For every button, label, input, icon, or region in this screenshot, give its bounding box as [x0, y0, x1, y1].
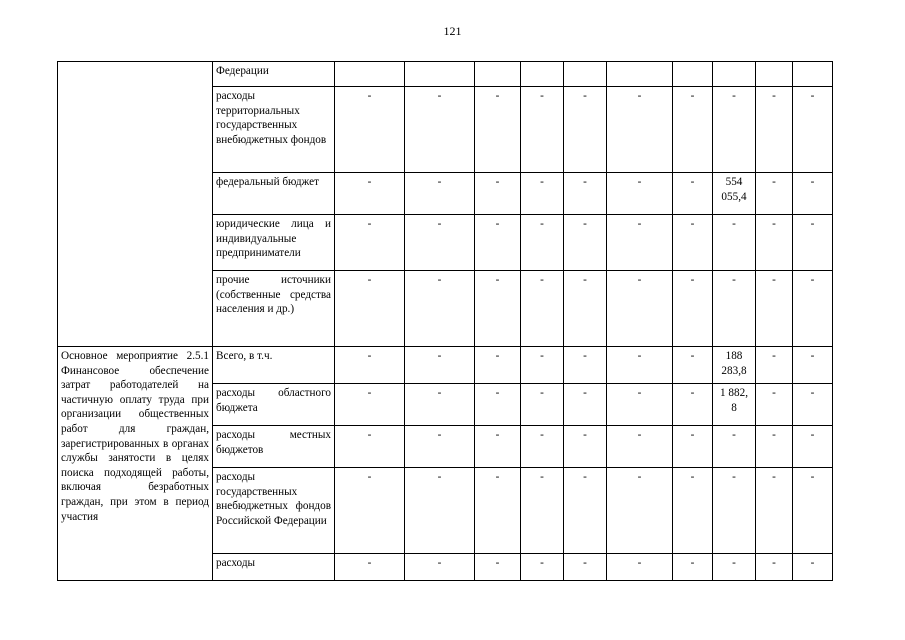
budget-table [57, 61, 833, 581]
value-cell [713, 62, 756, 87]
value-cell: - [521, 554, 564, 581]
value-cell [673, 62, 713, 87]
value-cell [335, 62, 405, 87]
value-cell: - [521, 347, 564, 384]
value-cell: - [521, 468, 564, 554]
value-cell [607, 62, 673, 87]
value-cell: - [335, 271, 405, 347]
value-cell: - [793, 554, 833, 581]
value-cell: - [607, 554, 673, 581]
value-cell: - [793, 384, 833, 426]
funding-source-label: расходы территориальных государственных внебюджетных фондов [213, 87, 335, 173]
value-cell: - [793, 426, 833, 468]
value-cell [521, 62, 564, 87]
value-cell: - [564, 384, 607, 426]
value-cell: - [607, 426, 673, 468]
value-cell: - [673, 87, 713, 173]
value-cell: - [756, 347, 793, 384]
value-cell: - [405, 554, 475, 581]
value-cell: - [673, 215, 713, 271]
value-cell: - [756, 271, 793, 347]
value-cell: - [335, 426, 405, 468]
value-cell [405, 62, 475, 87]
value-cell: - [793, 347, 833, 384]
value-cell: - [756, 87, 793, 173]
value-cell: - [475, 347, 521, 384]
value-cell: - [475, 271, 521, 347]
value-cell: - [564, 468, 607, 554]
value-cell: - [756, 468, 793, 554]
value-cell: - [564, 347, 607, 384]
value-cell: - [405, 271, 475, 347]
table-row [58, 347, 833, 384]
page-number: 121 [443, 24, 462, 38]
value-cell: - [475, 215, 521, 271]
value-cell: - [607, 215, 673, 271]
value-cell: - [335, 347, 405, 384]
value-cell: - [713, 554, 756, 581]
value-cell: - [713, 468, 756, 554]
value-cell: - [475, 554, 521, 581]
funding-source-label: расходы государственных внебюджетных фондов Российской Федерации [213, 468, 335, 554]
value-cell: - [405, 347, 475, 384]
value-cell: - [793, 173, 833, 215]
value-cell: - [335, 87, 405, 173]
value-cell: - [564, 554, 607, 581]
value-cell: - [673, 426, 713, 468]
value-cell [475, 62, 521, 87]
value-cell: - [475, 87, 521, 173]
value-cell: - [607, 468, 673, 554]
value-cell: - [475, 426, 521, 468]
value-cell: - [607, 173, 673, 215]
value-cell: - [607, 347, 673, 384]
value-cell: - [713, 426, 756, 468]
value-cell: - [335, 173, 405, 215]
measure-description: Основное мероприятие 2.5.1 Финансовое обеспечение затрат работодателей на частичную оплату труда при организации общественных работ для граждан, зарегистрированных в органах службы занятости в целях поиска подходящей работы, включая безработных граждан, при этом в период участия [58, 347, 213, 581]
funding-source-label: расходы областного бюджета [213, 384, 335, 426]
value-cell: - [564, 87, 607, 173]
value-cell: - [521, 215, 564, 271]
funding-source-label: расходы [213, 554, 335, 581]
value-cell: - [713, 215, 756, 271]
value-cell: - [475, 468, 521, 554]
value-cell: - [756, 554, 793, 581]
value-cell: - [405, 384, 475, 426]
value-cell: - [564, 271, 607, 347]
funding-source-label: прочие источники (собственные средства населения и др.) [213, 271, 335, 347]
value-cell: - [673, 173, 713, 215]
value-cell: - [673, 468, 713, 554]
value-cell: - [713, 87, 756, 173]
value-cell: - [673, 347, 713, 384]
table-row [58, 62, 833, 87]
value-cell: - [756, 384, 793, 426]
value-cell: - [607, 87, 673, 173]
value-cell: - [673, 384, 713, 426]
value-cell: - [405, 468, 475, 554]
value-cell: - [793, 87, 833, 173]
value-cell: 1 882, 8 [713, 384, 756, 426]
value-cell: - [564, 215, 607, 271]
value-cell: - [335, 384, 405, 426]
value-cell: - [793, 215, 833, 271]
value-cell: - [405, 426, 475, 468]
table-body [58, 62, 833, 581]
funding-source-label: Федерации [213, 62, 335, 87]
value-cell: - [405, 87, 475, 173]
value-cell: - [673, 554, 713, 581]
value-cell: - [521, 87, 564, 173]
value-cell: - [521, 384, 564, 426]
value-cell [793, 62, 833, 87]
funding-source-label: юридические лица и индивидуальные предприниматели [213, 215, 335, 271]
value-cell: 188 283,8 [713, 347, 756, 384]
value-cell: - [713, 271, 756, 347]
value-cell: - [335, 215, 405, 271]
value-cell: - [673, 271, 713, 347]
measure-cell-empty [58, 62, 213, 347]
funding-source-label: Всего, в т.ч. [213, 347, 335, 384]
funding-source-label: федеральный бюджет [213, 173, 335, 215]
value-cell [756, 62, 793, 87]
value-cell: - [521, 426, 564, 468]
value-cell: - [405, 173, 475, 215]
value-cell: 554 055,4 [713, 173, 756, 215]
funding-source-label: расходы местных бюджетов [213, 426, 335, 468]
value-cell: - [521, 271, 564, 347]
value-cell: - [521, 173, 564, 215]
value-cell: - [335, 554, 405, 581]
value-cell: - [756, 215, 793, 271]
value-cell: - [756, 173, 793, 215]
value-cell: - [405, 215, 475, 271]
value-cell: - [607, 384, 673, 426]
value-cell: - [756, 426, 793, 468]
value-cell: - [607, 271, 673, 347]
value-cell: - [564, 173, 607, 215]
value-cell: - [564, 426, 607, 468]
value-cell: - [793, 271, 833, 347]
value-cell: - [475, 384, 521, 426]
value-cell: - [335, 468, 405, 554]
value-cell: - [793, 468, 833, 554]
value-cell: - [475, 173, 521, 215]
value-cell [564, 62, 607, 87]
